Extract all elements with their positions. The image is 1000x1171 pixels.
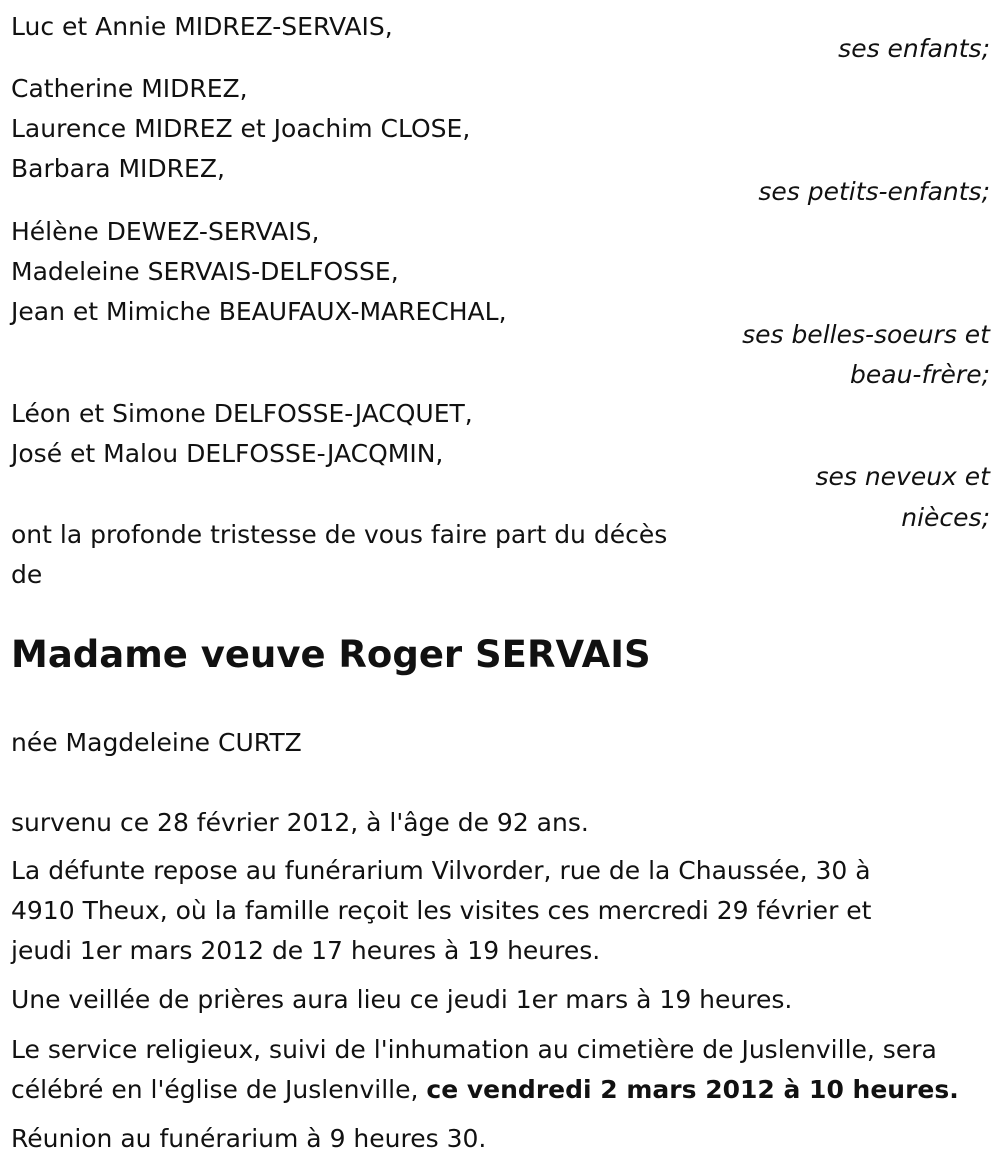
role-nephews-2: nièces; <box>901 503 990 532</box>
announcement-line: ont la profonde tristesse de vous faire part du décès <box>11 520 668 549</box>
deceased-name: Madame veuve Roger SERVAIS <box>11 633 651 676</box>
grandchild-name: Catherine MIDREZ, <box>11 74 248 103</box>
repose-line: jeudi 1er mars 2012 de 17 heures à 19 heures. <box>11 936 601 965</box>
grandchild-name: Barbara MIDREZ, <box>11 154 225 183</box>
repose-line: 4910 Theux, où la famille reçoit les visites ces mercredi 29 février et <box>11 896 872 925</box>
in-law-name: Madeleine SERVAIS-DELFOSSE, <box>11 257 399 286</box>
vigil: Une veillée de prières aura lieu ce jeudi 1er mars à 19 heures. <box>11 985 793 1014</box>
role-in-laws: ses belles-soeurs et <box>742 320 990 349</box>
meeting-info: Réunion au funérarium à 9 heures 30. <box>11 1124 487 1153</box>
service-location: célébré en l'église de Juslenville, <box>11 1075 427 1104</box>
service-date: ce vendredi 2 mars 2012 à 10 heures. <box>426 1075 959 1104</box>
nephew-name: José et Malou DELFOSSE-JACQMIN, <box>11 439 444 468</box>
grandchild-name: Laurence MIDREZ et Joachim CLOSE, <box>11 114 471 143</box>
role-grandchildren: ses petits-enfants; <box>758 177 990 206</box>
in-law-name: Jean et Mimiche BEAUFAUX-MARECHAL, <box>11 297 507 326</box>
role-children: ses enfants; <box>838 34 990 63</box>
in-law-name: Hélène DEWEZ-SERVAIS, <box>11 217 320 246</box>
role-nephews: ses neveux et <box>815 462 990 491</box>
child-name: Luc et Annie MIDREZ-SERVAIS, <box>11 12 393 41</box>
service-line: Le service religieux, suivi de l'inhumation au cimetière de Juslenville, sera <box>11 1035 937 1064</box>
service-line-2 <box>11 1075 959 1105</box>
nephew-name: Léon et Simone DELFOSSE-JACQUET, <box>11 399 473 428</box>
announcement-line: de <box>11 560 43 589</box>
role-in-laws-2: beau-frère; <box>850 360 990 389</box>
birth-name: née Magdeleine CURTZ <box>11 728 302 757</box>
repose-line: La défunte repose au funérarium Vilvorder, rue de la Chaussée, 30 à <box>11 856 871 885</box>
death-date: survenu ce 28 février 2012, à l'âge de 92 ans. <box>11 808 589 837</box>
